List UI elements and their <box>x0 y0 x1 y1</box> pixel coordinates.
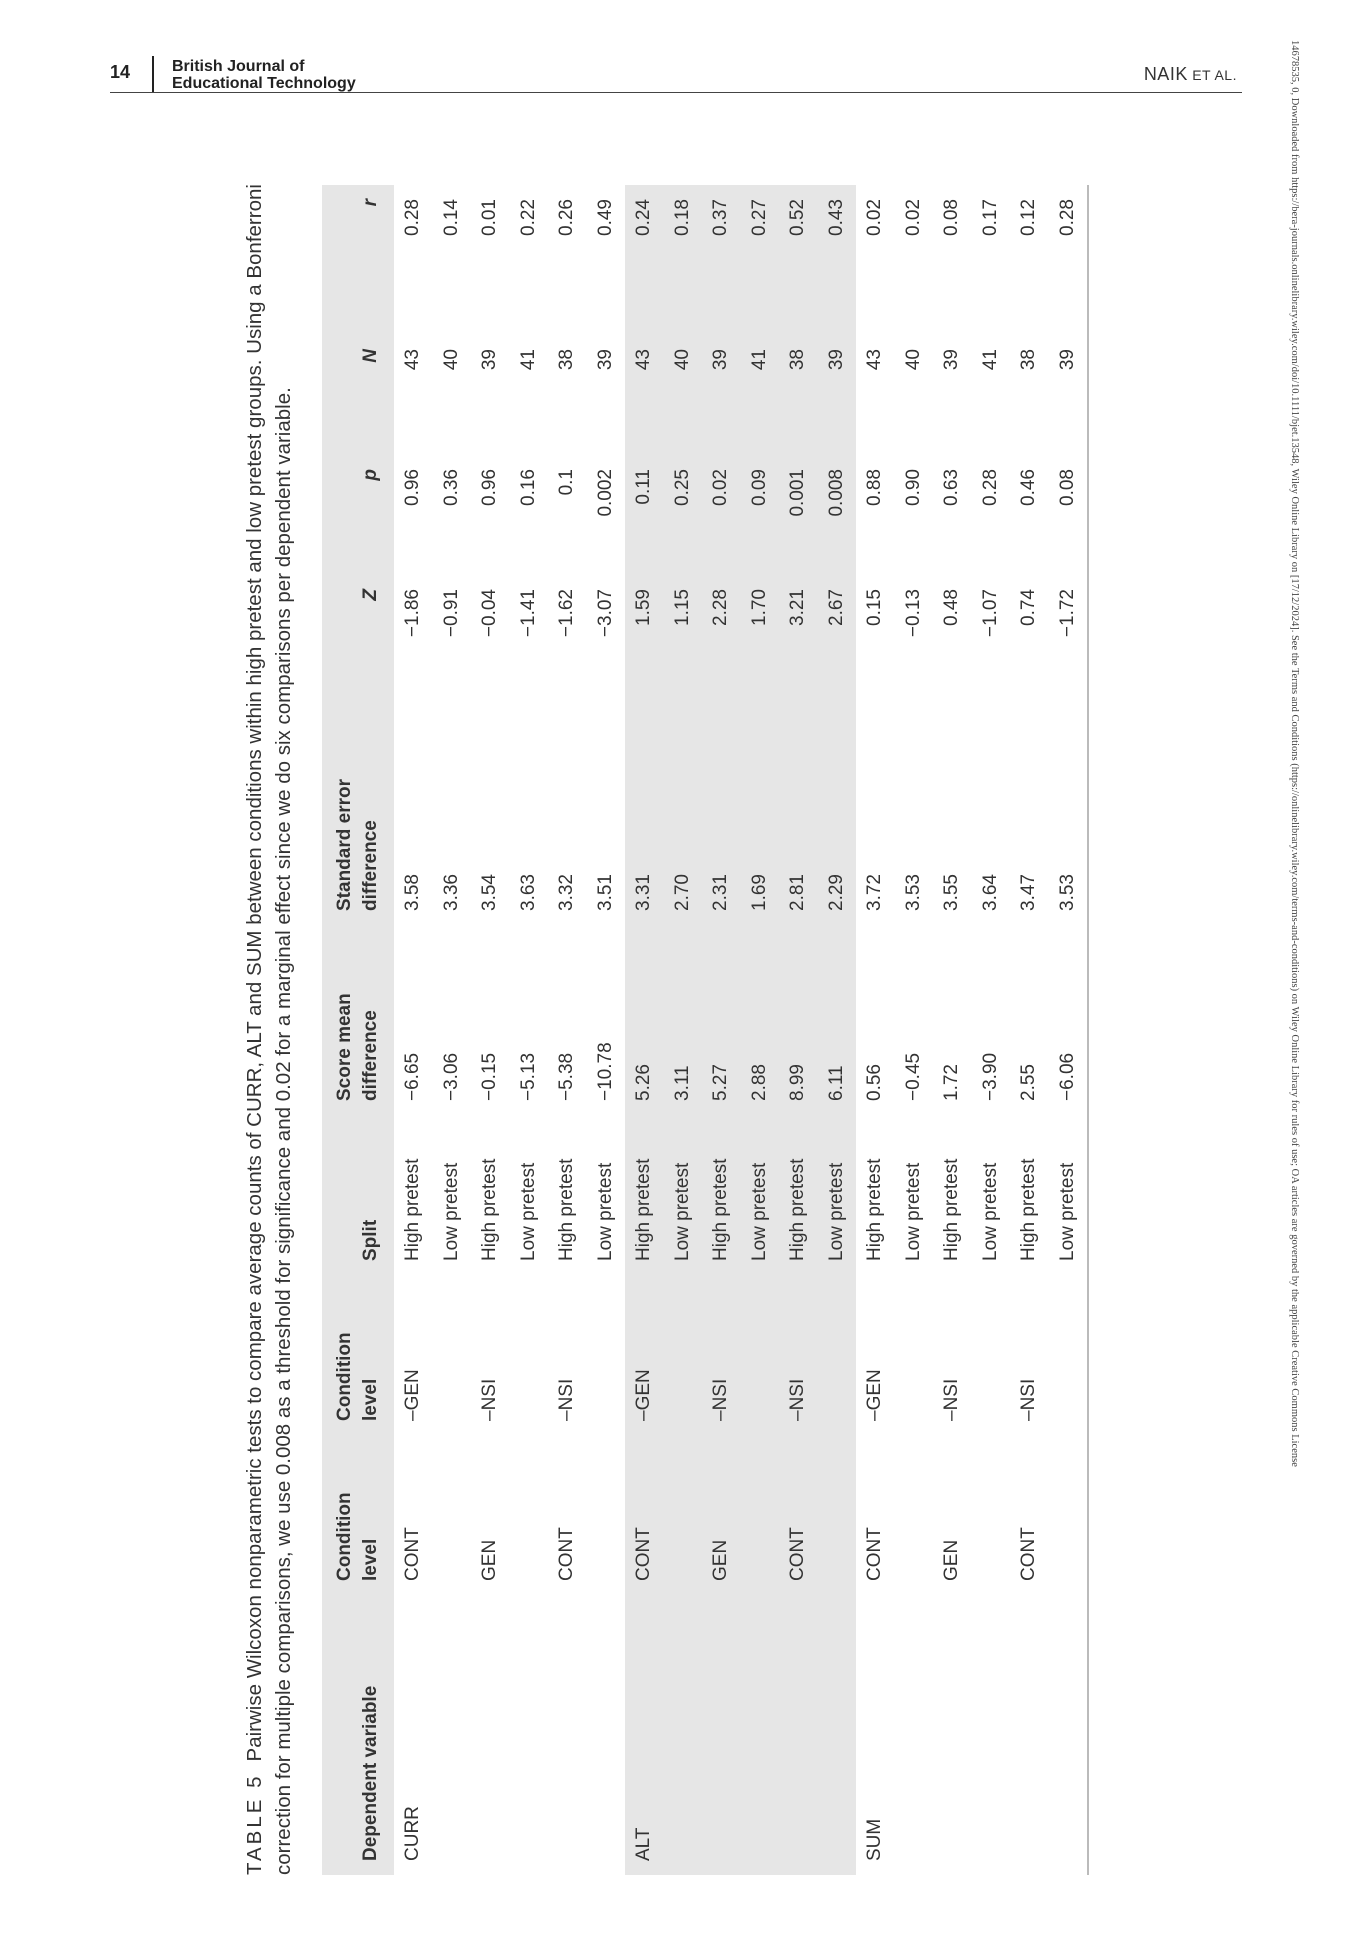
cell-condition-level-1: CONT <box>556 1527 577 1581</box>
cell-standard-error-difference: 2.81 <box>787 874 808 911</box>
cell-standard-error-difference: 3.32 <box>556 874 577 911</box>
cell-r: 0.08 <box>941 199 962 236</box>
cell-split: High pretest <box>787 1158 808 1261</box>
cell-score-mean-difference: −10.78 <box>594 1042 616 1101</box>
cell-z: −1.86 <box>402 589 423 638</box>
cell-n: 39 <box>710 349 731 371</box>
header-condition-level-2: Condition level <box>334 1332 381 1421</box>
table-row <box>818 185 857 1875</box>
table-row <box>895 185 934 1875</box>
cell-r: 0.18 <box>671 199 693 236</box>
cell-score-mean-difference: 1.72 <box>941 1064 962 1101</box>
cell-condition-level-2 <box>972 1275 1011 1435</box>
cell-split: High pretest <box>633 1158 654 1261</box>
cell-p: 0.96 <box>402 469 423 506</box>
cell-z: −1.62 <box>556 589 577 638</box>
cell-standard-error-difference: 3.54 <box>479 874 500 911</box>
cell-r: 0.14 <box>440 199 462 236</box>
cell-condition-level-2 <box>510 1275 549 1435</box>
cell-z: 3.21 <box>787 589 808 626</box>
cell-score-mean-difference: 3.11 <box>671 1065 693 1101</box>
cell-n: 41 <box>748 349 770 371</box>
cell-dependent-variable <box>818 1595 857 1875</box>
table-row <box>510 185 549 1875</box>
cell-split: Low pretest <box>594 1162 616 1261</box>
table-row <box>433 185 472 1875</box>
cell-dependent-variable <box>664 1595 703 1875</box>
cell-score-mean-difference: 5.26 <box>633 1064 654 1101</box>
cell-score-mean-difference: −6.06 <box>1056 1052 1078 1101</box>
cell-p: 0.28 <box>979 469 1001 506</box>
cell-r: 0.22 <box>517 199 539 236</box>
cell-score-mean-difference: 5.27 <box>710 1064 731 1101</box>
cell-split: High pretest <box>710 1158 731 1261</box>
table-row <box>471 185 510 1875</box>
cell-p: 0.25 <box>671 469 693 506</box>
cell-standard-error-difference: 3.55 <box>941 874 962 911</box>
cell-p: 0.96 <box>479 469 500 506</box>
cell-condition-level-1 <box>895 1435 934 1595</box>
cell-score-mean-difference: −5.13 <box>517 1052 539 1101</box>
cell-split: High pretest <box>1018 1158 1039 1261</box>
cell-n: 38 <box>1018 349 1039 371</box>
journal-name-line2: Educational Technology <box>172 75 356 92</box>
cell-condition-level-2: –NSI <box>556 1378 577 1421</box>
cell-standard-error-difference: 2.70 <box>671 874 693 911</box>
cell-condition-level-2: –GEN <box>864 1369 885 1421</box>
cell-n: 40 <box>902 349 924 371</box>
journal-name-line1: British Journal of <box>172 58 305 75</box>
cell-p: 0.08 <box>1056 469 1078 506</box>
cell-split: Low pretest <box>748 1162 770 1261</box>
cell-score-mean-difference: 2.55 <box>1018 1064 1039 1101</box>
cell-standard-error-difference: 3.63 <box>517 874 539 911</box>
cell-condition-level-2: –NSI <box>1018 1378 1039 1421</box>
cell-p: 0.008 <box>825 469 847 517</box>
cell-r: 0.28 <box>402 199 423 236</box>
cell-r: 0.52 <box>787 199 808 236</box>
group-sum <box>856 185 1088 1875</box>
cell-z: 1.15 <box>671 589 693 626</box>
cell-standard-error-difference: 3.64 <box>979 874 1001 911</box>
cell-dependent-variable: CURR <box>402 1806 423 1861</box>
cell-condition-level-1: GEN <box>479 1539 500 1581</box>
header-rule <box>110 92 1242 93</box>
header-n: N <box>360 349 381 363</box>
cell-n: 43 <box>402 349 423 371</box>
cell-dependent-variable <box>587 1595 626 1875</box>
cell-standard-error-difference: 3.58 <box>402 874 423 911</box>
cell-dependent-variable <box>895 1595 934 1875</box>
cell-p: 0.11 <box>633 469 654 505</box>
journal-name <box>172 58 356 92</box>
cell-n: 40 <box>671 349 693 371</box>
cell-split: Low pretest <box>671 1162 693 1261</box>
cell-condition-level-1 <box>1049 1435 1089 1595</box>
cell-condition-level-1: GEN <box>710 1539 731 1581</box>
header-p: p <box>360 469 381 481</box>
page-header <box>0 0 1347 100</box>
cell-r: 0.02 <box>864 199 885 236</box>
page-number: 14 <box>110 62 131 82</box>
cell-condition-level-1: CONT <box>633 1527 654 1581</box>
cell-z: 0.15 <box>864 589 885 626</box>
cell-z: 0.74 <box>1018 589 1039 626</box>
group-alt <box>625 185 856 1875</box>
cell-condition-level-2: –GEN <box>402 1369 423 1421</box>
cell-condition-level-2: –NSI <box>710 1378 731 1421</box>
header-divider <box>152 56 154 92</box>
cell-n: 38 <box>556 349 577 371</box>
cell-z: −0.04 <box>479 589 500 638</box>
cell-dependent-variable <box>548 1595 587 1875</box>
cell-condition-level-1: CONT <box>402 1527 423 1581</box>
cell-dependent-variable <box>741 1595 780 1875</box>
cell-condition-level-2: –NSI <box>479 1378 500 1421</box>
cell-p: 0.46 <box>1018 469 1039 506</box>
cell-condition-level-2 <box>895 1275 934 1435</box>
cell-condition-level-1 <box>433 1435 472 1595</box>
header-dependent-variable: Dependent variable <box>360 1685 381 1861</box>
cell-condition-level-1: GEN <box>941 1539 962 1581</box>
cell-condition-level-1 <box>972 1435 1011 1595</box>
cell-z: −1.41 <box>517 589 539 638</box>
table-row <box>972 185 1011 1875</box>
authors-suffix: ET AL. <box>1187 67 1237 83</box>
cell-p: 0.1 <box>556 469 577 496</box>
cell-standard-error-difference: 3.31 <box>633 874 654 911</box>
cell-r: 0.17 <box>979 199 1001 236</box>
cell-score-mean-difference: 6.11 <box>825 1065 847 1101</box>
cell-standard-error-difference: 3.53 <box>1056 874 1078 911</box>
cell-condition-level-1 <box>741 1435 780 1595</box>
cell-dependent-variable <box>1010 1595 1049 1875</box>
cell-score-mean-difference: 0.56 <box>864 1064 885 1101</box>
header-r: r <box>360 199 381 207</box>
cell-condition-level-2 <box>587 1275 626 1435</box>
header-condition-level-1: Condition level <box>334 1492 381 1581</box>
table-row <box>741 185 780 1875</box>
cell-p: 0.36 <box>440 469 462 506</box>
cell-split: Low pretest <box>902 1162 924 1261</box>
cell-split: High pretest <box>556 1158 577 1261</box>
table-row <box>856 185 895 1875</box>
table-row <box>625 185 664 1875</box>
cell-p: 0.88 <box>864 469 885 506</box>
cell-standard-error-difference: 1.69 <box>748 874 770 911</box>
cell-z: −3.07 <box>594 589 616 638</box>
cell-r: 0.24 <box>633 199 654 236</box>
cell-z: 1.59 <box>633 589 654 626</box>
cell-n: 43 <box>633 349 654 371</box>
header-standard-error-difference: Standard error difference <box>334 779 381 911</box>
cell-score-mean-difference: −3.90 <box>979 1052 1001 1101</box>
cell-z: 0.48 <box>941 589 962 626</box>
table-row <box>587 185 626 1875</box>
cell-r: 0.37 <box>710 199 731 236</box>
cell-standard-error-difference: 2.31 <box>710 874 731 911</box>
cell-score-mean-difference: −0.45 <box>902 1052 924 1101</box>
cell-score-mean-difference: −5.38 <box>556 1052 577 1101</box>
cell-split: Low pretest <box>440 1162 462 1261</box>
cell-score-mean-difference: −6.65 <box>402 1052 423 1101</box>
cell-condition-level-2 <box>1049 1275 1089 1435</box>
table-row <box>1010 185 1049 1875</box>
cell-p: 0.001 <box>787 469 808 517</box>
cell-n: 41 <box>979 349 1001 371</box>
cell-n: 39 <box>594 349 616 371</box>
cell-r: 0.02 <box>902 199 924 236</box>
cell-dependent-variable <box>1049 1595 1089 1875</box>
cell-condition-level-1: CONT <box>1018 1527 1039 1581</box>
rotated-table-block <box>240 115 1120 1875</box>
cell-split: High pretest <box>479 1158 500 1261</box>
cell-standard-error-difference: 3.47 <box>1018 874 1039 911</box>
cell-condition-level-2 <box>433 1275 472 1435</box>
cell-score-mean-difference: 8.99 <box>787 1064 808 1101</box>
cell-condition-level-2 <box>741 1275 780 1435</box>
cell-n: 40 <box>440 349 462 371</box>
cell-r: 0.49 <box>594 199 616 236</box>
cell-p: 0.16 <box>517 469 539 506</box>
table-row <box>394 185 433 1875</box>
cell-standard-error-difference: 3.51 <box>594 874 616 911</box>
cell-n: 38 <box>787 349 808 371</box>
cell-condition-level-1: CONT <box>787 1527 808 1581</box>
cell-n: 41 <box>517 349 539 371</box>
cell-split: High pretest <box>941 1158 962 1261</box>
cell-score-mean-difference: −0.15 <box>479 1052 500 1101</box>
table-caption <box>240 135 298 1875</box>
cell-n: 39 <box>1056 349 1078 371</box>
table-label: TABLE 5 <box>243 1773 266 1875</box>
cell-n: 39 <box>479 349 500 371</box>
cell-r: 0.12 <box>1018 199 1039 236</box>
cell-p: 0.63 <box>941 469 962 506</box>
cell-split: Low pretest <box>517 1162 539 1261</box>
cell-score-mean-difference: 2.88 <box>748 1064 770 1101</box>
cell-dependent-variable <box>471 1595 510 1875</box>
cell-n: 43 <box>864 349 885 371</box>
cell-standard-error-difference: 3.36 <box>440 874 462 911</box>
table-caption-text: Pairwise Wilcoxon nonparametric tests to compare average counts of CURR, ALT and SUM between conditions within high pretest and low pretest groups. Using a Bonferroni correction for multiple comparisons, we use 0.008 as a threshold for significance and 0.02 for a marginal effect since we do six comparisons per dependent variable. <box>243 184 295 1875</box>
cell-split: Low pretest <box>979 1162 1001 1261</box>
header-score-mean-difference: Score mean difference <box>334 993 381 1101</box>
cell-dependent-variable <box>433 1595 472 1875</box>
cell-dependent-variable: ALT <box>633 1827 654 1861</box>
table-row <box>1049 185 1089 1875</box>
cell-p: 0.02 <box>710 469 731 506</box>
cell-dependent-variable <box>510 1595 549 1875</box>
cell-standard-error-difference: 3.53 <box>902 874 924 911</box>
cell-z: −0.91 <box>440 589 462 638</box>
cell-dependent-variable <box>933 1595 972 1875</box>
group-curr <box>394 185 625 1875</box>
cell-r: 0.28 <box>1056 199 1078 236</box>
table-row <box>664 185 703 1875</box>
cell-z: 2.67 <box>825 589 847 626</box>
table-row <box>933 185 972 1875</box>
cell-z: 1.70 <box>748 589 770 626</box>
table-row <box>548 185 587 1875</box>
download-side-note: 14678535, 0, Downloaded from https://bera-journals.onlinelibrary.wiley.com/doi/10.1111/bjet.13548, Wiley Online Library on [17/12/2024]. See the Terms and Conditions (https://onlinelibrary.wiley.com/terms-and-conditions) on Wiley Online Library for rules of use; OA articles are governed by the applicable Creative Commons License <box>1289 40 1300 1467</box>
results-table <box>322 185 1089 1875</box>
cell-condition-level-2: –NSI <box>787 1378 808 1421</box>
cell-z: −1.07 <box>979 589 1001 638</box>
cell-dependent-variable <box>702 1595 741 1875</box>
cell-z: −0.13 <box>902 589 924 638</box>
cell-z: 2.28 <box>710 589 731 626</box>
cell-dependent-variable <box>779 1595 818 1875</box>
cell-condition-level-1: CONT <box>864 1527 885 1581</box>
cell-r: 0.27 <box>748 199 770 236</box>
cell-r: 0.01 <box>479 199 500 236</box>
cell-p: 0.002 <box>594 469 616 517</box>
header-split: Split <box>360 1219 381 1261</box>
authors-main: NAIK <box>1143 64 1188 84</box>
cell-n: 39 <box>825 349 847 371</box>
cell-split: Low pretest <box>825 1162 847 1261</box>
cell-condition-level-2 <box>818 1275 857 1435</box>
cell-condition-level-1 <box>818 1435 857 1595</box>
cell-standard-error-difference: 2.29 <box>825 874 847 911</box>
cell-z: −1.72 <box>1056 589 1078 638</box>
cell-p: 0.09 <box>748 469 770 506</box>
cell-condition-level-1 <box>664 1435 703 1595</box>
cell-p: 0.90 <box>902 469 924 506</box>
cell-score-mean-difference: −3.06 <box>440 1052 462 1101</box>
cell-condition-level-1 <box>587 1435 626 1595</box>
cell-dependent-variable <box>972 1595 1011 1875</box>
table-row <box>779 185 818 1875</box>
cell-split: High pretest <box>402 1158 423 1261</box>
cell-condition-level-2 <box>664 1275 703 1435</box>
cell-split: Low pretest <box>1056 1162 1078 1261</box>
cell-n: 39 <box>941 349 962 371</box>
cell-r: 0.43 <box>825 199 847 236</box>
running-head-authors <box>1144 64 1237 85</box>
cell-condition-level-1 <box>510 1435 549 1595</box>
table-header-row <box>322 185 394 1875</box>
header-z: Z <box>360 589 381 601</box>
cell-condition-level-2: –NSI <box>941 1378 962 1421</box>
cell-dependent-variable: SUM <box>864 1818 885 1861</box>
cell-condition-level-2: –GEN <box>633 1369 654 1421</box>
cell-standard-error-difference: 3.72 <box>864 874 885 911</box>
cell-r: 0.26 <box>556 199 577 236</box>
cell-split: High pretest <box>864 1158 885 1261</box>
table-row <box>702 185 741 1875</box>
